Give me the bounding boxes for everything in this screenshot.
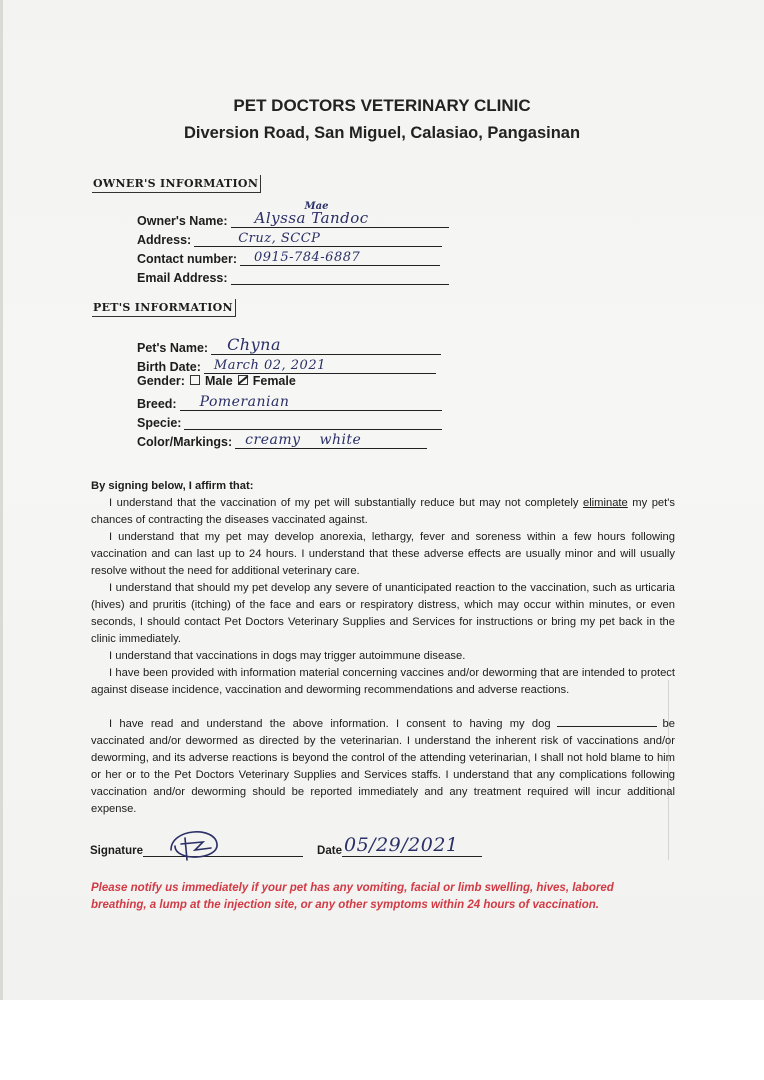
- pet-color-field[interactable]: [137, 431, 427, 449]
- dog-name-blank[interactable]: [557, 716, 657, 727]
- consent-p1-end: my pet's chances of contracting the diseases vaccinated against.: [91, 497, 675, 526]
- pet-birthdate-label: Birth Date:: [137, 360, 201, 374]
- pet-species-field[interactable]: [137, 412, 442, 430]
- gender-female-checkbox[interactable]: [238, 375, 248, 385]
- owner-email-field[interactable]: [137, 267, 449, 285]
- owner-contact-value: 0915-784-6887: [254, 250, 361, 265]
- pet-color-label: Color/Markings:: [137, 435, 233, 449]
- pet-name-value: Chyna: [227, 335, 281, 354]
- signature-row: [90, 834, 482, 857]
- owner-address-label: Address:: [137, 233, 192, 247]
- consent-p1-underlined: eliminate: [582, 497, 628, 509]
- owner-contact-field[interactable]: [137, 248, 440, 266]
- date-label: Date: [317, 845, 342, 857]
- signature-label: Signature: [90, 845, 144, 857]
- owner-name-value: Alyssa Tandoc: [254, 209, 369, 227]
- owner-contact-label: Contact number:: [137, 252, 237, 266]
- owner-name-label: Owner's Name:: [137, 214, 228, 228]
- pet-species-label: Specie:: [137, 416, 182, 430]
- pet-section-heading: PET'S INFORMATION: [92, 299, 236, 317]
- pet-name-label: Pet's Name:: [137, 341, 209, 355]
- pet-breed-field[interactable]: [137, 393, 442, 411]
- pet-breed-label: Breed:: [137, 397, 177, 411]
- consent-paragraph-6: [91, 716, 675, 818]
- notice-text: Please notify us immediately if your pet has any vomiting, facial or limb swelling, hives, labored breathing, a lump at the injection site, or any other symptoms within 24 hours of vaccination.: [91, 882, 614, 911]
- consent-p6-start: I have read and understand the above information. I consent to having my dog: [109, 718, 551, 730]
- date-value: 05/29/2021: [343, 834, 459, 856]
- date-field[interactable]: [342, 834, 482, 857]
- clinic-name: PET DOCTORS VETERINARY CLINIC: [233, 96, 531, 115]
- signature-field[interactable]: [143, 838, 303, 857]
- pet-gender-field[interactable]: [137, 374, 296, 388]
- gender-male-label: Male: [204, 374, 233, 388]
- owner-email-label: Email Address:: [137, 271, 228, 285]
- pet-color-value: creamy white: [245, 432, 362, 448]
- pet-breed-value: Pomeranian: [199, 394, 290, 410]
- consent-paragraph-2: I understand that my pet may develop anorexia, lethargy, fever and soreness within a few hours following vaccination and can last up to 24 hours. I understand that these adverse effects are usually minor and will usually resolve without the need for additional veterinary care.: [91, 531, 675, 577]
- pet-birthdate-value: March 02, 2021: [213, 358, 326, 373]
- owner-name-field[interactable]: [137, 201, 449, 228]
- consent-paragraph-4: I understand that vaccinations in dogs may trigger autoimmune disease.: [109, 650, 466, 662]
- consent-paragraph-1: [91, 495, 675, 529]
- scan-edge: [0, 0, 3, 1000]
- handwritten-signature-mark: [163, 816, 233, 864]
- pet-birthdate-field[interactable]: [137, 356, 436, 374]
- consent-heading: By signing below, I affirm that:: [91, 480, 254, 492]
- consent-paragraph-3: I understand that should my pet develop any severe of unanticipated reaction to the vaccination, such as urticaria (hives) and pruritis (itching) of the face and ears or respiratory distress, which may occur within minutes, or even seconds, I should contact Pet Doctors Veterinary Supplies and Services for instructions or bring my pet back in the clinic immediately.: [91, 582, 675, 645]
- owner-address-field[interactable]: [137, 229, 442, 247]
- pet-gender-label: Gender:: [137, 374, 185, 388]
- gender-male-checkbox[interactable]: [190, 375, 200, 385]
- consent-p6-end: be vaccinated and/or dewormed as directed by the veterinarian. I understand the inherent risk of vaccinations and/or deworming, and its adverse reactions is beyond the control of the attending veterinarian, I shall not hold blame to him or her or to the Pet Doctors Veterinary Supplies and Services staffs. I understand that any complications following vaccination and/or deworming should be reported immediately and any treatment required will incur additional expense.: [91, 718, 675, 815]
- clinic-address: Diversion Road, San Miguel, Calasiao, Pangasinan: [183, 124, 581, 142]
- owner-section-heading: OWNER'S INFORMATION: [92, 175, 261, 193]
- pet-name-field[interactable]: [137, 337, 441, 355]
- consent-p1-start: I understand that the vaccination of my pet will substantially reduce but may not completely: [109, 497, 579, 509]
- consent-paragraph-5: I have been provided with information material concerning vaccines and/or deworming that are intended to protect against disease incidence, vaccination and deworming recommendations and adverse reactions.: [91, 667, 675, 696]
- owner-name-superscript: Mae: [304, 201, 329, 212]
- owner-address-value: Cruz, SCCP: [238, 231, 321, 246]
- gender-female-label: Female: [252, 374, 296, 388]
